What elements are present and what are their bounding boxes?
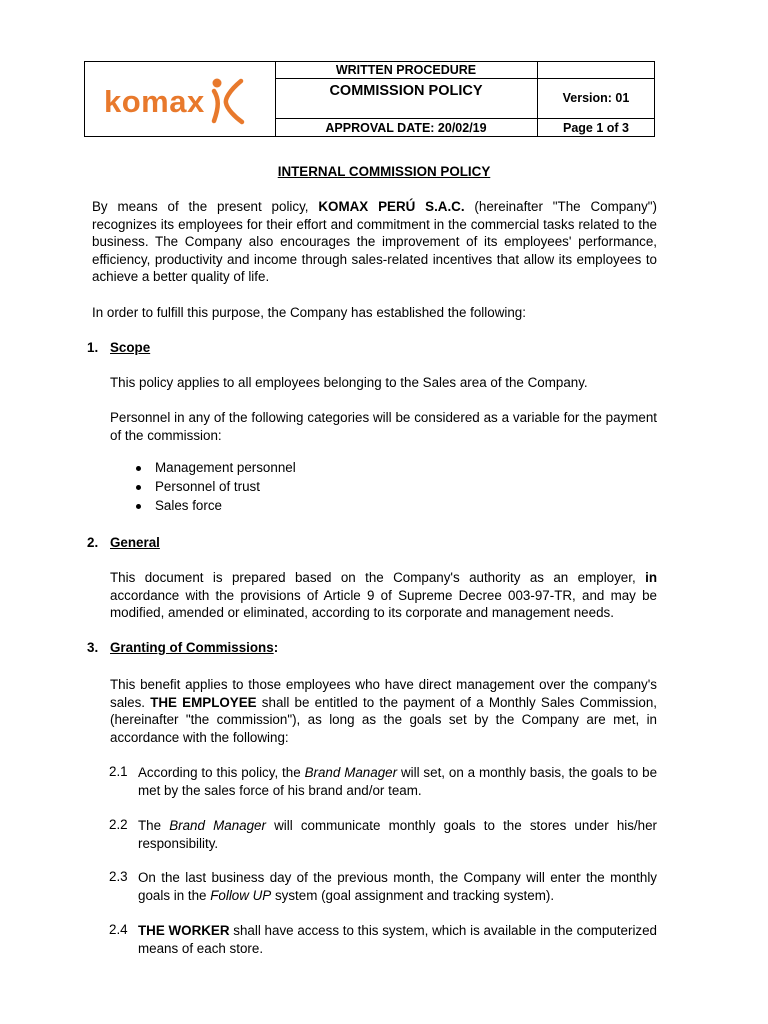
list-item: Management personnel [155,460,296,475]
komax-logo [104,77,245,125]
version-label: Version: 01 [562,91,630,105]
section-3-number: 3. [87,640,99,655]
intro-paragraph-2: In order to fulfill this purpose, the Company has established the following: [92,305,526,320]
section-2-title: General [110,535,160,550]
scope-paragraph-1: This policy applies to all employees belonging to the Sales area of the Company. [110,375,588,390]
bullet-dot [136,485,141,490]
section-1-number: 1. [87,340,99,355]
document-title: INTERNAL COMMISSION POLICY [277,164,491,179]
list-item: Sales force [155,498,222,513]
policy-name: COMMISSION POLICY [329,83,483,99]
section-1-title: Scope [110,340,151,355]
empty-cell [538,62,654,79]
header-table [84,61,655,137]
section-3-heading: Granting of Commissions: [110,640,279,655]
scope-paragraph-2: Personnel in any of the following categories will be considered as a variable for the payment of the commission: [110,410,657,443]
bullet-dot [136,504,141,509]
list-item: According to this policy, the Brand Manager will set, on a monthly basis, the goals to be met by the sales force of his brand and/or team. [138,765,658,798]
item-number: 2.1 [109,764,128,779]
approval-date: APPROVAL DATE: 20/02/19 [275,118,537,136]
company-name: KOMAX PERÚ S.A.C. [318,199,465,214]
logo-figure-icon [211,77,245,125]
item-number: 2.2 [109,817,128,832]
bullet-dot [136,466,141,471]
list-item: THE WORKER shall have access to this system, which is available in the computerized means of each store. [138,923,658,956]
list-item: The Brand Manager will communicate monthly goals to the stores under his/her responsibility. [138,818,658,851]
page-number: Page 1 of 3 [538,118,654,136]
header-middle-column [275,62,538,136]
section-2-number: 2. [87,535,99,550]
logo-cell [85,62,276,136]
item-number: 2.4 [109,922,128,937]
section-3-title: Granting of Commissions [110,640,274,655]
list-item: On the last business day of the previous month, the Company will enter the monthly goals in the Follow UP system (goal assignment and tracking system). [138,870,657,903]
header-right-column [538,62,654,136]
list-item: Personnel of trust [155,479,260,494]
item-number: 2.3 [109,869,128,884]
logo-wordmark: komax [104,83,205,119]
intro-paragraph: By means of the present policy, KOMAX PERÚ S.A.C. (hereinafter "The Company") recognizes its employees for their effort and commitment in the commercial tasks related to the business. The Company also encourages the improvement of its employees' performance, efficiency, productivity and income through sales-related incentives that allow its employees to achieve a better quality of life. [92,199,657,285]
general-paragraph: This document is prepared based on the Company's authority as an employer, in accordance with the provisions of Article 9 of Supreme Decree 003-97-TR, and may be modified, amended or eliminated, according to its corporate and management needs. [110,570,657,621]
commissions-paragraph: This benefit applies to those employees who have direct management over the company's sales. THE EMPLOYEE shall be entitled to the payment of a Monthly Sales Commission, (hereinafter "the commission"), as long as the goals set by the Company are met, in accordance with the following: [110,677,657,745]
procedure-label: WRITTEN PROCEDURE [275,62,537,79]
